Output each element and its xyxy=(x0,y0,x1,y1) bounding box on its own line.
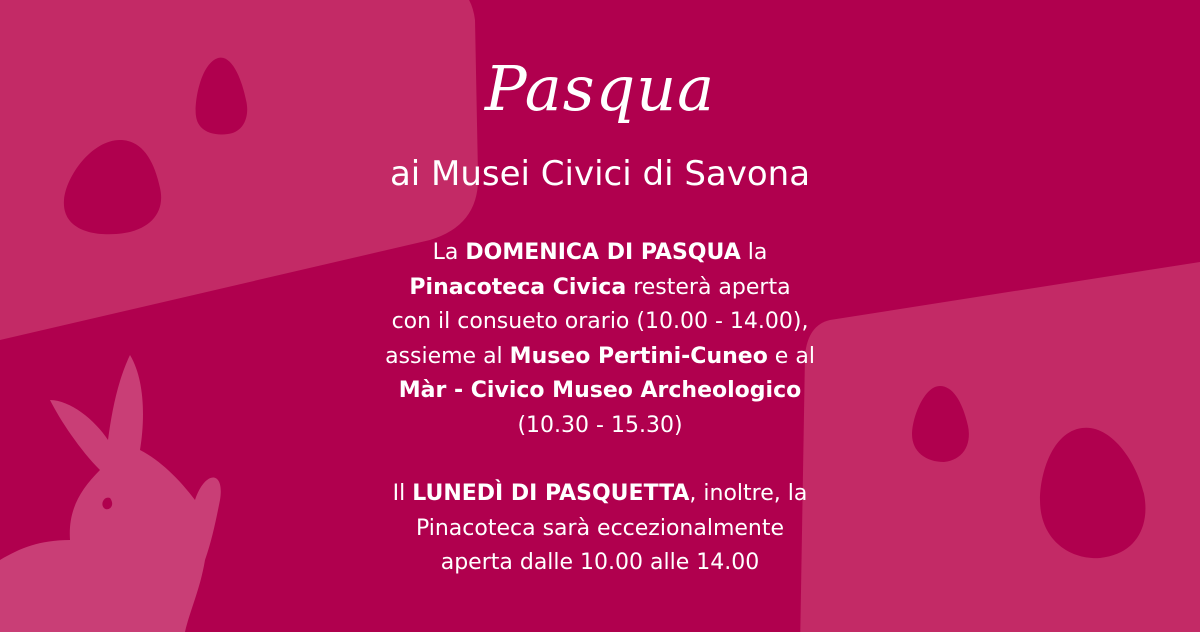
page-title: Pasqua xyxy=(484,52,716,125)
announcement-line xyxy=(300,409,900,444)
announcement-line xyxy=(300,477,900,512)
body-text: (10.30 - 15.30) xyxy=(517,412,683,438)
announcement-line xyxy=(300,305,900,340)
body-text: , inoltre, la xyxy=(689,481,808,506)
highlight-text: LUNEDÌ DI PASQUETTA xyxy=(412,481,690,506)
announcement-line xyxy=(300,271,900,306)
body-text: resterà aperta xyxy=(626,274,791,300)
highlight-text: DOMENICA DI PASQUA xyxy=(465,240,741,265)
announcement-monday xyxy=(300,477,900,581)
body-text: la xyxy=(740,240,768,265)
highlight-text: Màr - Civico Museo Archeologico xyxy=(398,378,802,403)
announcement-line xyxy=(300,340,900,375)
announcement-text xyxy=(300,236,900,581)
announcement-sunday xyxy=(300,236,900,443)
body-text: con il consueto orario (10.00 - 14.00), xyxy=(391,309,809,334)
highlight-text: Museo Pertini-Cuneo xyxy=(509,343,768,369)
body-text: Il xyxy=(392,481,413,506)
body-text: Pinacoteca sarà eccezionalmente xyxy=(415,515,785,541)
body-text: aperta dalle 10.00 alle 14.00 xyxy=(440,550,760,575)
body-text: e al xyxy=(767,343,815,369)
announcement-line xyxy=(300,512,900,547)
announcement-line xyxy=(300,546,900,581)
body-text: assieme al xyxy=(385,343,510,369)
body-text: La xyxy=(432,240,466,265)
paragraph-gap xyxy=(300,443,900,477)
highlight-text: Pinacoteca Civica xyxy=(409,274,627,300)
announcement-line xyxy=(300,374,900,409)
announcement-line xyxy=(300,236,900,271)
page-subtitle: ai Musei Civici di Savona xyxy=(389,154,811,194)
